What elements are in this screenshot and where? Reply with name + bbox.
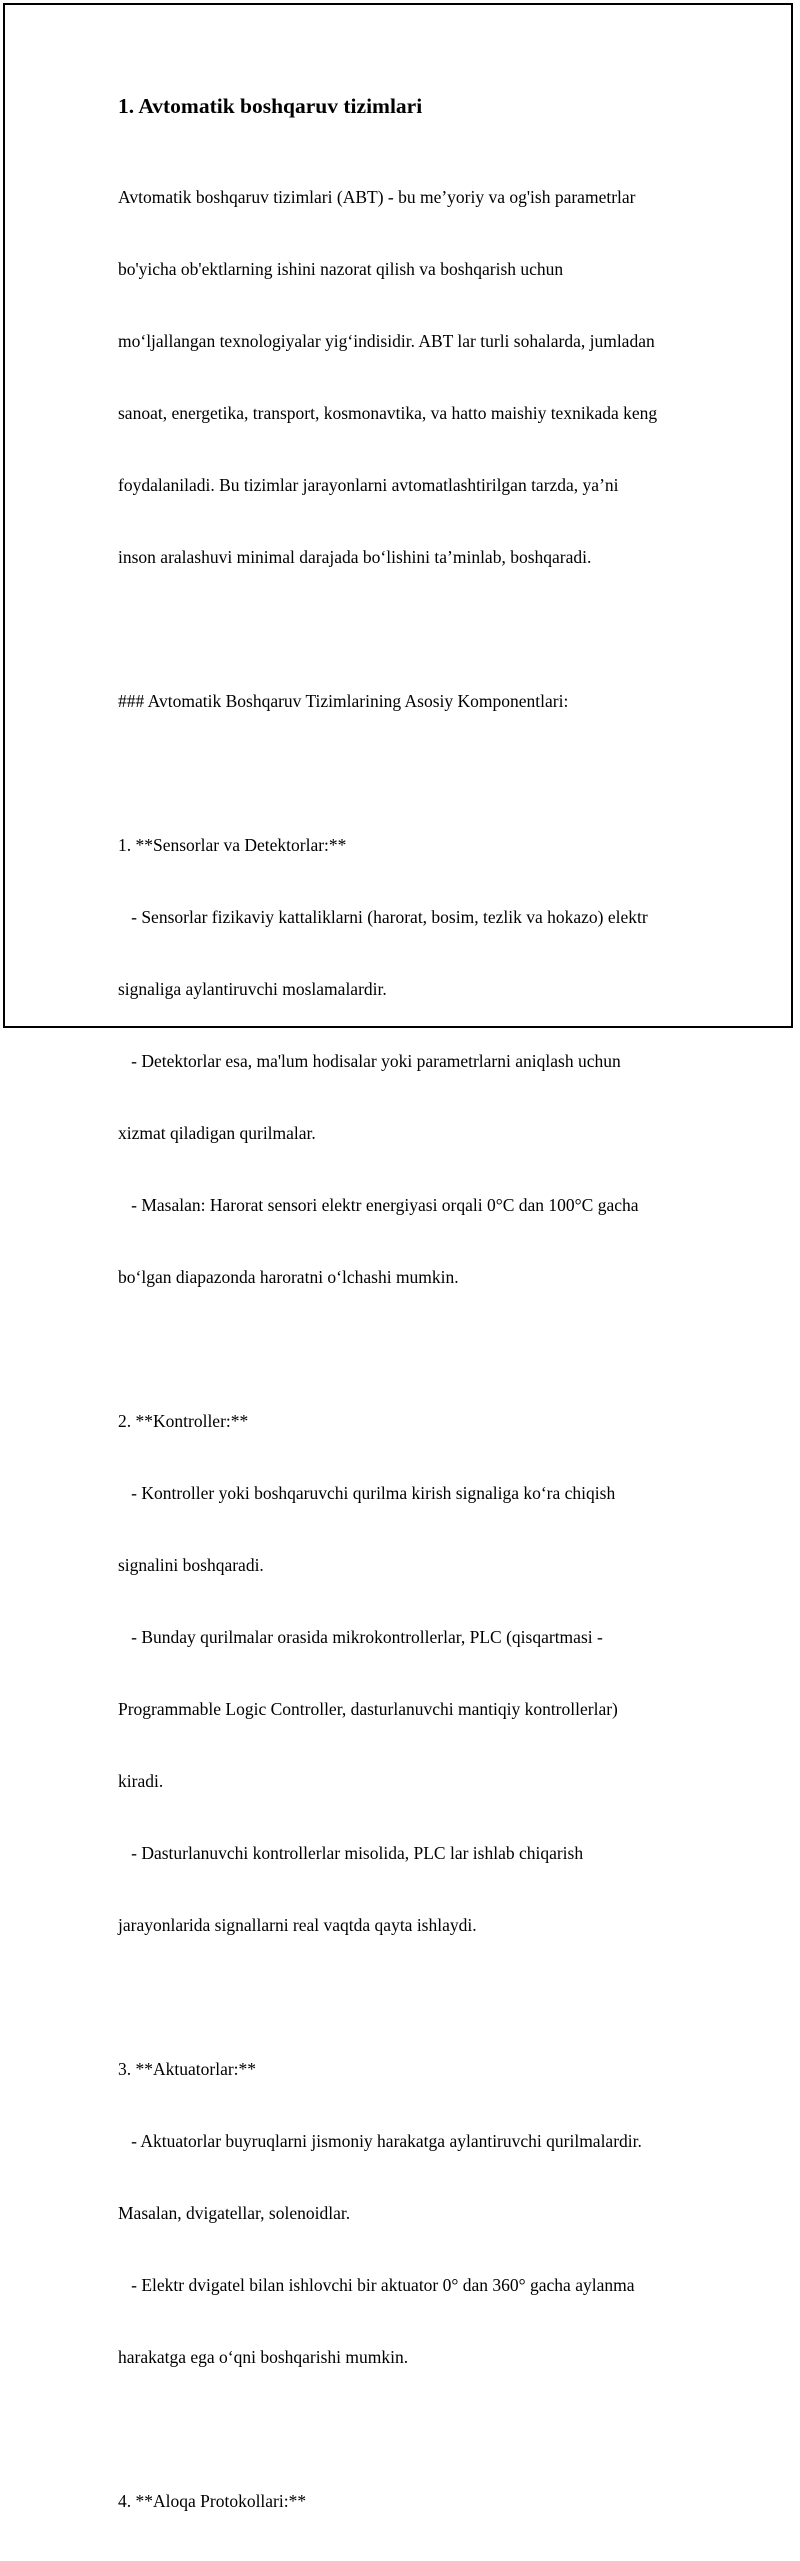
spacer — [118, 1337, 698, 1361]
list-item-line: - Aktuatorlar buyruqlarni jismoniy harakatga aylantiruvchi qurilmalardir. — [118, 2131, 642, 2151]
list-item-sensors — [118, 785, 698, 1337]
intro-line: foydalaniladi. Bu tizimlar jarayonlarni avtomatlashtirilgan tarzda, ya’ni — [118, 475, 619, 495]
list-item-line: - Sensorlar fizikaviy kattaliklarni (harorat, bosim, tezlik va hokazo) elektr — [118, 907, 648, 927]
document-title: 1. Avtomatik boshqaruv tizimlari — [118, 94, 423, 118]
list-item-line: Programmable Logic Controller, dasturlanuvchi mantiqiy kontrollerlar) — [118, 1699, 618, 1719]
section-heading — [118, 641, 698, 761]
list-item-line: signalini boshqaradi. — [118, 1555, 264, 1575]
list-item-line: - Elektr dvigatel bilan ishlovchi bir aktuator 0° dan 360° gacha aylanma — [118, 2275, 635, 2295]
list-item-line: bo‘lgan diapazonda haroratni o‘lchashi mumkin. — [118, 1267, 459, 1287]
list-item-controller — [118, 1361, 698, 1985]
list-item-line: - Detektorlar esa, ma'lum hodisalar yoki parametrlarni aniqlash uchun — [118, 1051, 621, 1071]
list-item-line: - Kontroller yoki boshqaruvchi qurilma kirish signaliga ko‘ra chiqish — [118, 1483, 616, 1503]
list-item-line: signaliga aylantiruvchi moslamalardir. — [118, 979, 387, 999]
list-item-heading: 3. **Aktuatorlar:** — [118, 2059, 257, 2079]
list-item-heading: 2. **Kontroller:** — [118, 1411, 249, 1431]
list-item-line: - Bunday qurilmalar orasida mikrokontrollerlar, PLC (qisqartmasi - — [118, 1627, 603, 1647]
intro-line: inson aralashuvi minimal darajada bo‘lishini ta’minlab, boshqaradi. — [118, 547, 592, 567]
list-item-protocols — [118, 2441, 698, 2561]
intro-line: bo'yicha ob'ektlarning ishini nazorat qilish va boshqarish uchun — [118, 259, 564, 279]
spacer — [118, 761, 698, 785]
spacer — [118, 2417, 698, 2441]
intro-line: mo‘ljallangan texnologiyalar yig‘indisidir. ABT lar turli sohalarda, jumladan — [118, 331, 655, 351]
intro-paragraph — [118, 137, 698, 617]
list-item-actuators — [118, 2009, 698, 2417]
spacer — [118, 617, 698, 641]
list-item-line: - Masalan: Harorat sensori elektr energiyasi orqali 0°C dan 100°C gacha — [118, 1195, 639, 1215]
list-item-line: - Dasturlanuvchi kontrollerlar misolida, PLC lar ishlab chiqarish — [118, 1843, 584, 1863]
list-item-line: Masalan, dvigatellar, solenoidlar. — [118, 2203, 351, 2223]
intro-line: Avtomatik boshqaruv tizimlari (ABT) - bu me’yoriy va og'ish parametrlar — [118, 187, 636, 207]
list-item-heading: 4. **Aloqa Protokollari:** — [118, 2491, 307, 2511]
list-item-line: kiradi. — [118, 1771, 164, 1791]
intro-line: sanoat, energetika, transport, kosmonavtika, va hatto maishiy texnikada keng — [118, 403, 658, 423]
list-item-heading: 1. **Sensorlar va Detektorlar:** — [118, 835, 347, 855]
list-item-line: xizmat qiladigan qurilmalar. — [118, 1123, 316, 1143]
list-item-line: jarayonlarida signallarni real vaqtda qayta ishlaydi. — [118, 1915, 477, 1935]
document-body — [118, 92, 698, 2561]
spacer — [118, 1985, 698, 2009]
section-heading-text: ### Avtomatik Boshqaruv Tizimlarining Asosiy Komponentlari: — [118, 691, 569, 711]
list-item-line: harakatga ega o‘qni boshqarishi mumkin. — [118, 2347, 409, 2367]
